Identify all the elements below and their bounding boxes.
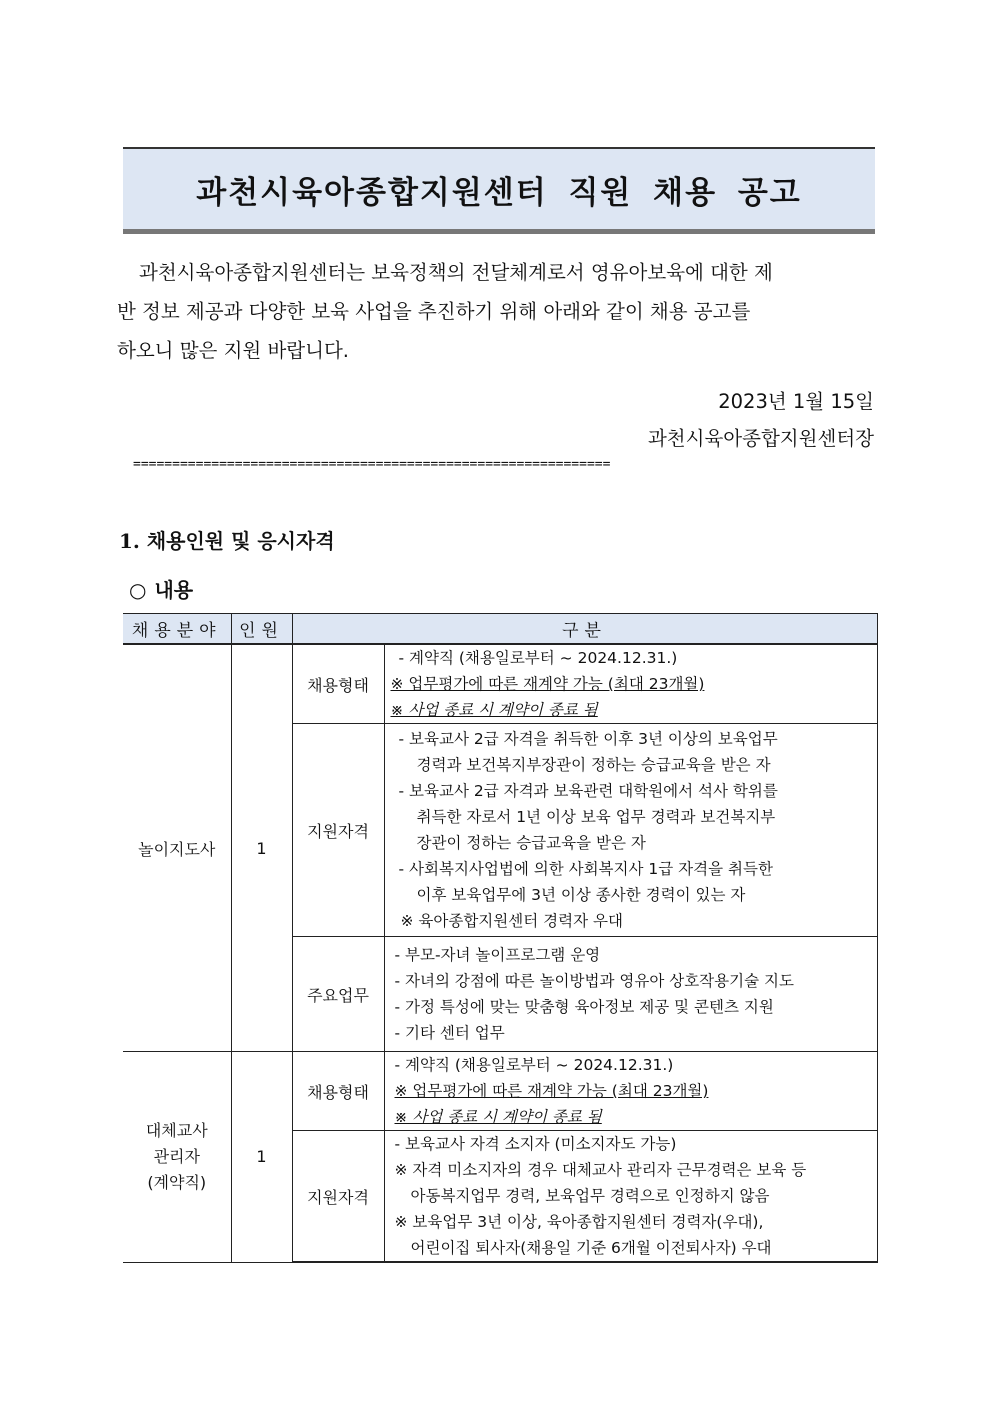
row-category: 채용형태 [292,644,384,724]
table-row [123,1052,877,1131]
desc-line: ※ 보육업무 3년 이상, 육아종합지원센터 경력자(우대), [394,1213,764,1231]
recruitment-table [123,613,878,1263]
header-field: 채용분야 [123,614,231,645]
desc-line: - 보육교사 2급 자격을 취득한 이후 3년 이상의 보육업무 [398,730,778,748]
row-description [384,937,877,1052]
desc-line: - 부모-자녀 놀이프로그램 운영 [394,946,601,964]
page-title: 과천시육아종합지원센터 직원 채용 공고 [196,174,802,211]
desc-line: - 계약직 (채용일로부터 ~ 2024.12.31.) [398,649,678,667]
header-count: 인원 [231,614,292,645]
desc-line: - 가정 특성에 맞는 맞춤형 육아정보 제공 및 콘텐츠 지원 [394,998,774,1016]
circle-bullet: ○ [129,578,147,602]
desc-line: ※ 사업 종료 시 계약이 종료 됨 [394,1108,602,1126]
desc-line: ※ 사업 종료 시 계약이 종료 됨 [390,701,598,719]
desc-line: 장관이 정하는 승급교육을 받은 자 [416,834,646,852]
position-field: 놀이지도사 [123,644,231,1052]
announcement-date: 2023년 1월 15일 [718,390,874,413]
desc-line: - 사회복지사업법에 의한 사회복지사 1급 자격을 취득한 [398,860,773,878]
desc-line: 이후 보육업무에 3년 이상 종사한 경력이 있는 자 [416,886,746,904]
desc-line: ※ 육아종합지원센터 경력자 우대 [400,912,623,930]
row-category: 주요업무 [292,937,384,1052]
desc-line: - 기타 센터 업무 [394,1024,505,1042]
field-line: (계약직) [147,1172,207,1192]
desc-line: ※ 업무평가에 따른 재계약 가능 (최대 23개월) [390,675,705,693]
position-count: 1 [231,1052,292,1263]
intro-line: 과천시육아종합지원센터는 보육정책의 전달체계로서 영유아보육에 대한 제 [139,261,773,284]
position-count: 1 [231,644,292,1052]
signer: 과천시육아종합지원센터장 [647,427,874,450]
desc-line: - 계약직 (채용일로부터 ~ 2024.12.31.) [394,1056,674,1074]
desc-line: ※ 자격 미소지자의 경우 대체교사 관리자 근무경력은 보육 등 [394,1161,807,1179]
row-description [384,724,877,937]
row-category: 채용형태 [292,1052,384,1131]
section-heading: 1. 채용인원 및 응시자격 [119,529,335,553]
position-field [123,1052,231,1263]
table-row [123,644,877,724]
row-category: 지원자격 [292,1131,384,1263]
desc-line: - 보육교사 2급 자격과 보육관련 대학원에서 석사 학위를 [398,782,778,800]
desc-line: 어린이집 퇴사자(채용일 기준 6개월 이전퇴사자) 우대 [410,1239,772,1257]
subsection-label: 내용 [154,578,194,602]
intro-line: 반 정보 제공과 다양한 보육 사업을 추진하기 위해 아래와 같이 채용 공고를 [117,300,751,323]
row-category: 지원자격 [292,724,384,937]
desc-line: 아동복지업무 경력, 보육업무 경력으로 인정하지 않음 [410,1187,770,1205]
header-category: 구분 [292,614,877,645]
desc-line: - 보육교사 자격 소지자 (미소지자도 가능) [394,1135,677,1153]
desc-line: - 자녀의 강점에 따른 놀이방법과 영유아 상호작용기술 지도 [394,972,794,990]
desc-line: 경력과 보건복지부장관이 정하는 승급교육을 받은 자 [416,756,771,774]
desc-line: ※ 업무평가에 따른 재계약 가능 (최대 23개월) [394,1082,709,1100]
field-line: 대체교사 [145,1120,208,1140]
row-description [384,1131,877,1263]
divider: ============================================================= [133,457,611,472]
row-description [384,644,877,724]
field-line: 관리자 [153,1146,200,1166]
intro-paragraph [117,253,877,370]
intro-line: 하오니 많은 지원 바랍니다. [117,339,350,362]
desc-line: 취득한 자로서 1년 이상 보육 업무 경력과 보건복지부 [416,808,776,826]
table-header-row [123,614,877,645]
title-banner [123,147,875,234]
subsection-heading [129,574,193,603]
row-description [384,1052,877,1131]
